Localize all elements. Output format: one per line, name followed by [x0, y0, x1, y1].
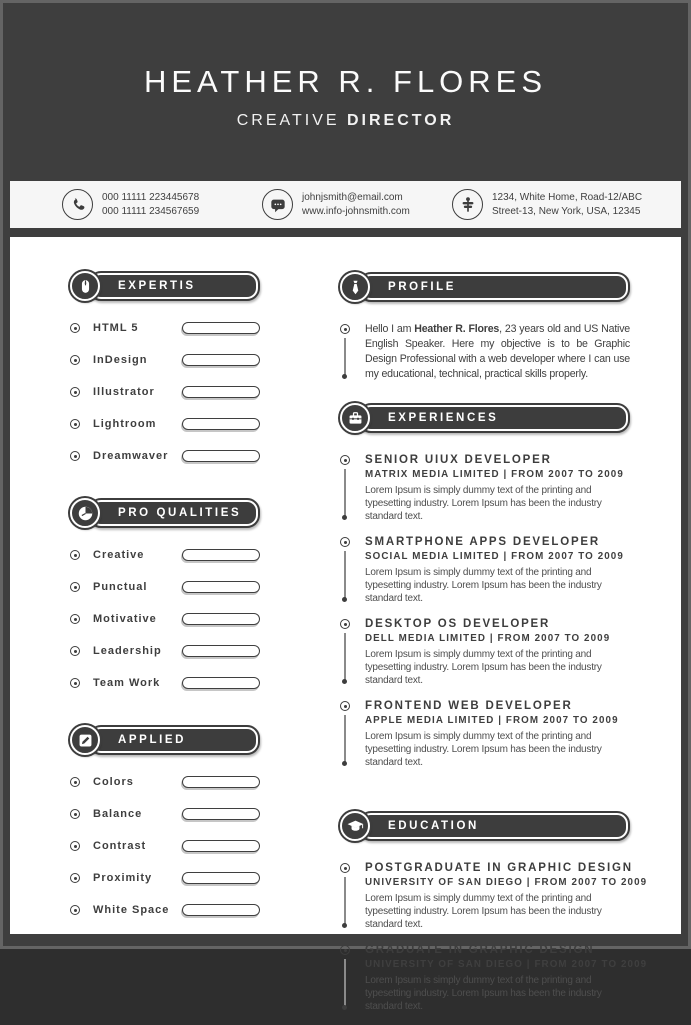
website-line: www.info-johnsmith.com [302, 205, 410, 217]
timeline-item [330, 617, 630, 687]
bullet-icon [70, 387, 80, 397]
education-section-header [330, 811, 630, 841]
skill-row [70, 577, 260, 597]
phone-line-2: 000 11111 234567659 [102, 205, 200, 217]
item-company: MATRIX MEDIA LIMITED [365, 469, 500, 480]
skill-row [70, 772, 260, 792]
timeline-item [330, 535, 630, 605]
bullet-icon [70, 419, 80, 429]
skill-bar [182, 581, 260, 593]
skill-label: Balance [93, 808, 143, 820]
skill-label: White Space [93, 904, 170, 916]
item-role: DESKTOP OS DEVELOPER [365, 618, 551, 630]
skill-label: Proximity [93, 872, 153, 884]
phone-icon [62, 189, 93, 220]
bullet-icon [70, 614, 80, 624]
skills-column [60, 271, 260, 952]
skill-section [60, 498, 260, 723]
section-spacer [60, 932, 260, 950]
item-separator: | [489, 633, 498, 644]
timeline-line [344, 959, 346, 1007]
skill-bar [182, 322, 260, 334]
timeline-item [330, 453, 630, 523]
item-separator: | [503, 469, 512, 480]
bullet-icon [340, 455, 350, 465]
chat-bubble-icon [262, 189, 293, 220]
email-line: johnjsmith@email.com [302, 192, 403, 203]
item-description: Lorem Ipsum is simply dummy text of the printing and typesetting industry. Lorem Ipsum has been the industry standard text. [365, 567, 602, 604]
education-pill [358, 811, 630, 841]
bullet-icon [70, 451, 80, 461]
profile-section-title: PROFILE [362, 276, 626, 298]
bullet-icon [340, 324, 350, 334]
item-role: GRADUATE IN GRAPHIC DESIGN [365, 944, 595, 956]
contact-phone [62, 189, 199, 220]
skill-label: HTML 5 [93, 322, 139, 334]
item-subtitle [365, 468, 630, 482]
skill-row [70, 804, 260, 824]
skill-bar [182, 872, 260, 884]
skill-row [70, 545, 260, 565]
timeline-item [330, 861, 648, 931]
address-line-2: Street-13, New York, USA, 12345 [492, 205, 641, 217]
bullet-icon [70, 355, 80, 365]
timeline-line [344, 551, 346, 599]
bullet-icon [70, 905, 80, 915]
bullet-icon [70, 582, 80, 592]
item-description: Lorem Ipsum is simply dummy text of the printing and typesetting industry. Lorem Ipsum has been the industry standard text. [365, 975, 602, 1012]
profile-section-header [330, 272, 630, 302]
skill-bar [182, 386, 260, 398]
skill-bar [182, 776, 260, 788]
person-title-bold: DIRECTOR [347, 112, 455, 129]
education-list [330, 861, 648, 1013]
item-period: FROM 2007 TO 2009 [534, 877, 648, 888]
item-period: FROM 2007 TO 2009 [497, 633, 611, 644]
skill-bar [182, 549, 260, 561]
skill-bar [182, 354, 260, 366]
skill-bar [182, 904, 260, 916]
skill-bar [182, 840, 260, 852]
skill-section-pill [88, 725, 260, 755]
skill-label: Motivative [93, 613, 157, 625]
header-band [0, 0, 691, 181]
pencil-icon [70, 725, 100, 755]
item-description: Lorem Ipsum is simply dummy text of the printing and typesetting industry. Lorem Ipsum has been the industry standard text. [365, 485, 602, 522]
education-section-title: EDUCATION [362, 815, 626, 837]
briefcase-icon [340, 403, 370, 433]
profile-rest: , 23 years old and US Native English Speaker. Here my objective is to be Graphic Design Professional with a web developer where I can use my educational, technical, practical skills properly. [365, 323, 631, 380]
bullet-icon [70, 550, 80, 560]
signpost-icon [452, 189, 483, 220]
bullet-icon [340, 701, 350, 711]
skill-row [70, 609, 260, 629]
skill-label: Lightroom [93, 418, 157, 430]
skill-bar [182, 677, 260, 689]
section-spacer [60, 478, 260, 496]
item-company: UNIVERSITY OF SAN DIEGO [365, 877, 523, 888]
item-period: FROM 2007 TO 2009 [505, 715, 619, 726]
timeline-item [330, 943, 648, 1013]
skill-section-pill [88, 271, 260, 301]
skill-label: Punctual [93, 581, 148, 593]
clock-icon [70, 498, 100, 528]
item-subtitle [365, 632, 630, 646]
item-separator: | [498, 715, 506, 726]
skill-label: InDesign [93, 354, 148, 366]
contact-email [262, 189, 410, 220]
profile-pill [358, 272, 630, 302]
item-period: FROM 2007 TO 2009 [534, 959, 648, 970]
item-period: FROM 2007 TO 2009 [511, 551, 624, 562]
skill-label: Creative [93, 549, 145, 561]
item-company: UNIVERSITY OF SAN DIEGO [365, 959, 523, 970]
timeline-line [344, 715, 346, 763]
timeline-line [344, 877, 346, 925]
skill-row [70, 673, 260, 693]
item-role: SMARTPHONE APPS DEVELOPER [365, 536, 600, 548]
skill-bar [182, 450, 260, 462]
skill-row [70, 836, 260, 856]
page-body [10, 237, 681, 1012]
skill-row [70, 414, 260, 434]
bullet-icon [70, 646, 80, 656]
section-spacer [60, 705, 260, 723]
timeline-line [344, 633, 346, 681]
skill-label: Illustrator [93, 386, 155, 398]
item-role: FRONTEND WEB DEVELOPER [365, 700, 573, 712]
item-role: SENIOR UIUX DEVELOPER [365, 454, 552, 466]
graduation-cap-icon [340, 811, 370, 841]
profile-name-bold: Heather R. Flores [414, 323, 500, 335]
skill-row [70, 641, 260, 661]
item-company: APPLE MEDIA LIMITED [365, 715, 495, 726]
profile-intro: Hello I am [365, 323, 415, 335]
timeline-item [330, 699, 630, 769]
bullet-icon [340, 945, 350, 955]
item-subtitle [365, 714, 630, 728]
bullet-icon [70, 873, 80, 883]
bullet-icon [70, 323, 80, 333]
item-separator: | [526, 877, 535, 888]
item-subtitle [365, 876, 648, 890]
skill-row [70, 350, 260, 370]
skill-row [70, 900, 260, 920]
item-period: FROM 2007 TO 2009 [511, 469, 624, 480]
profile-body [330, 322, 630, 382]
timeline-line [344, 469, 346, 517]
item-description: Lorem Ipsum is simply dummy text of the printing and typesetting industry. Lorem Ipsum has been the industry standard text. [365, 893, 602, 930]
bullet-icon [70, 678, 80, 688]
item-description: Lorem Ipsum is simply dummy text of the printing and typesetting industry. Lorem Ipsum has been the industry standard text. [365, 649, 602, 686]
main-column [330, 272, 648, 1025]
experiences-list [330, 453, 630, 769]
item-company: DELL MEDIA LIMITED [365, 633, 487, 644]
skill-rows [60, 545, 260, 693]
skill-label: Leadership [93, 645, 162, 657]
skill-rows [60, 772, 260, 920]
address-line-1: 1234, White Home, Road-12/ABC [492, 192, 643, 203]
section-title: EXPERTIS [92, 275, 256, 297]
mouse-icon [70, 271, 100, 301]
bullet-icon [70, 809, 80, 819]
skill-row [70, 868, 260, 888]
contact-phone-text [102, 191, 199, 218]
experiences-section-title: EXPERIENCES [362, 407, 626, 429]
section-title: APPLIED [92, 729, 256, 751]
contact-address [452, 189, 642, 220]
item-separator: | [503, 551, 512, 562]
skill-bar [182, 418, 260, 430]
phone-line-1: 000 11111 223445678 [102, 192, 200, 203]
section-title: PRO QUALITIES [92, 502, 256, 524]
skill-rows [60, 318, 260, 466]
skill-label: Team Work [93, 677, 161, 689]
experiences-section-header [330, 403, 630, 433]
item-subtitle [365, 958, 648, 972]
bullet-icon [340, 619, 350, 629]
bullet-icon [70, 841, 80, 851]
profile-text [365, 322, 630, 382]
experiences-pill [358, 403, 630, 433]
item-role: POSTGRADUATE IN GRAPHIC DESIGN [365, 862, 633, 874]
skill-row [70, 382, 260, 402]
item-description: Lorem Ipsum is simply dummy text of the printing and typesetting industry. Lorem Ipsum has been the industry standard text. [365, 731, 602, 768]
person-name: HEATHER R. FLORES [143, 64, 548, 99]
bullet-icon [340, 537, 350, 547]
item-company: SOCIAL MEDIA LIMITED [365, 551, 500, 562]
skill-bar [182, 645, 260, 657]
section-spacer [330, 781, 630, 811]
skill-label: Dreamwaver [93, 450, 169, 462]
profile-item [330, 322, 630, 382]
person-title [0, 112, 691, 130]
skill-section-pill [88, 498, 260, 528]
skill-row [70, 446, 260, 466]
person-title-regular: CREATIVE [236, 112, 340, 129]
contact-email-text [302, 191, 410, 218]
contact-bar [10, 181, 681, 228]
skill-section [60, 271, 260, 496]
timeline-line [344, 338, 346, 376]
bullet-icon [70, 777, 80, 787]
item-subtitle [365, 550, 630, 564]
skill-bar [182, 808, 260, 820]
skill-bar [182, 613, 260, 625]
skill-section [60, 725, 260, 950]
item-separator: | [526, 959, 535, 970]
skill-label: Colors [93, 776, 134, 788]
tie-icon [340, 272, 370, 302]
skill-row [70, 318, 260, 338]
bullet-icon [340, 863, 350, 873]
skill-label: Contrast [93, 840, 147, 852]
contact-address-text [492, 191, 642, 218]
